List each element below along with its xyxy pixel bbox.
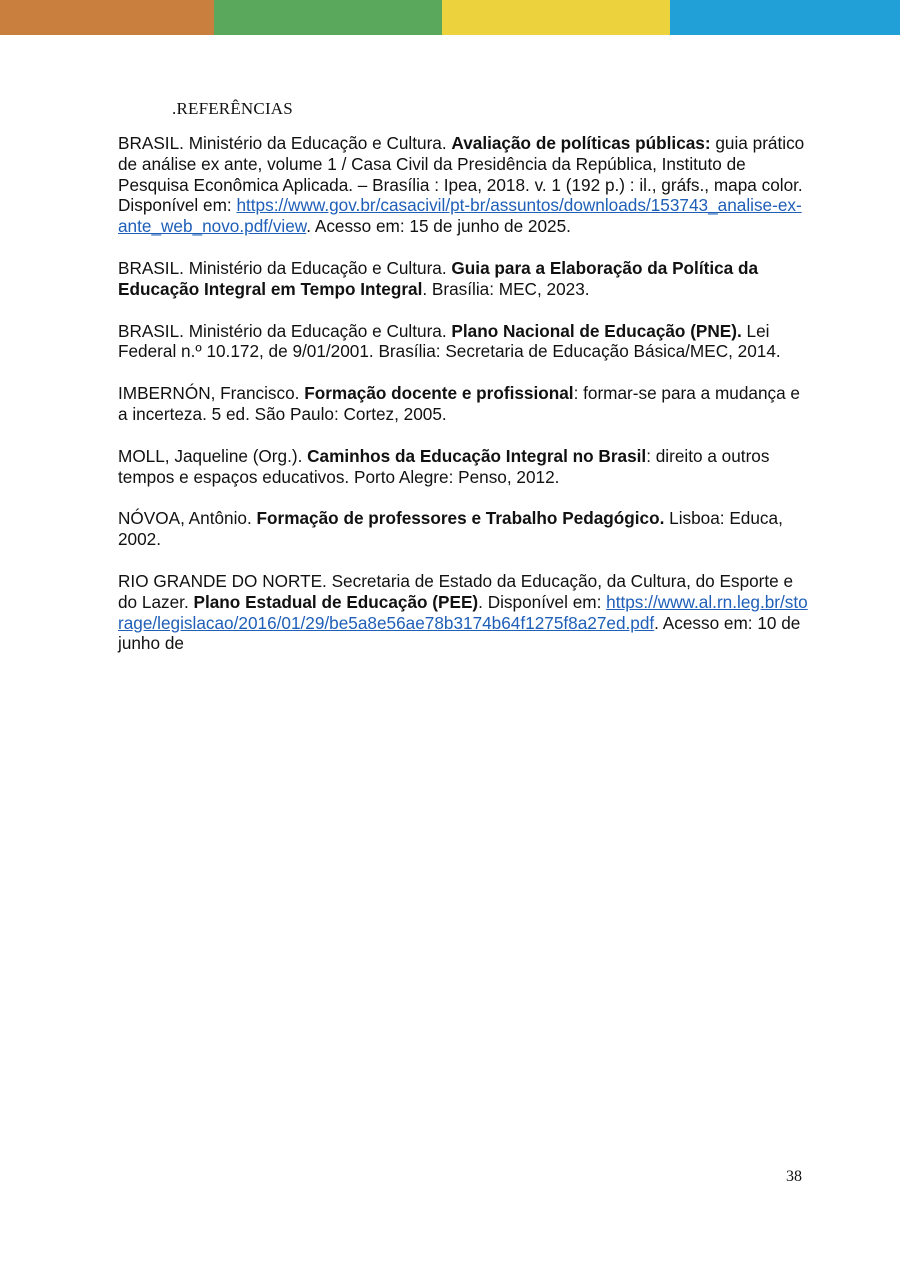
color-bar-blue bbox=[670, 0, 900, 35]
reference-title: Plano Nacional de Educação (PNE). bbox=[451, 320, 742, 341]
reference-item bbox=[118, 508, 808, 550]
reference-title: Avaliação de políticas públicas: bbox=[451, 133, 711, 153]
reference-details: . Disponível em: bbox=[478, 591, 607, 612]
reference-author: BRASIL. Ministério da Educação e Cultura. bbox=[118, 320, 452, 341]
reference-author: MOLL, Jaqueline (Org.). bbox=[118, 445, 308, 466]
reference-author: BRASIL. Ministério da Educação e Cultura. bbox=[118, 257, 452, 278]
reference-access-date: . Acesso em: 10 de junho de bbox=[118, 612, 801, 654]
page-number: 38 bbox=[786, 1168, 802, 1185]
reference-title: Caminhos da Educação Integral no Brasil bbox=[307, 445, 647, 466]
reference-author: NÓVOA, Antônio. bbox=[118, 508, 257, 529]
reference-item bbox=[118, 321, 808, 363]
reference-item bbox=[118, 571, 808, 654]
reference-title: Plano Estadual de Educação (PEE) bbox=[193, 591, 479, 612]
reference-details: Lei Federal n.º 10.172, de 9/01/2001. Brasília: Secretaria de Educação Básica/MEC, 2014. bbox=[118, 320, 781, 362]
reference-title: Formação docente e profissional bbox=[304, 383, 574, 404]
reference-item bbox=[118, 383, 808, 425]
reference-details: : direito a outros tempos e espaços educativos. Porto Alegre: Penso, 2012. bbox=[118, 445, 770, 487]
color-bar-orange bbox=[0, 0, 214, 35]
reference-details: : formar-se para a mudança e a incerteza. 5 ed. São Paulo: Cortez, 2005. bbox=[118, 383, 800, 424]
reference-title: Formação de professores e Trabalho Pedagógico. bbox=[256, 508, 665, 529]
reference-details: Lisboa: Educa, 2002. bbox=[118, 508, 783, 550]
reference-title: Guia para a Elaboração da Política da Educação Integral em Tempo Integral bbox=[118, 257, 759, 299]
section-title: .REFERÊNCIAS bbox=[172, 99, 293, 118]
reference-item bbox=[118, 133, 808, 237]
reference-author: IMBERNÓN, Francisco. bbox=[118, 383, 305, 404]
reference-item bbox=[118, 258, 808, 300]
reference-details: guia prático de análise ex ante, volume 1 / Casa Civil da Presidência da República, Instituto de Pesquisa Econômica Aplicada. – Brasília : Ipea, 2018. v. 1 (192 p.) : il., gráfs., mapa color. Disponível em: bbox=[118, 133, 805, 216]
reference-link[interactable]: https://www.al.rn.leg.br/storage/legislacao/2016/01/29/be5a8e56ae78b3174b64f1275f8a27ed.pdf bbox=[118, 591, 808, 633]
reference-author: RIO GRANDE DO NORTE. Secretaria de Estado da Educação, da Cultura, do Esporte e do Lazer. bbox=[118, 570, 794, 612]
reference-link[interactable]: https://www.gov.br/casacivil/pt-br/assuntos/downloads/153743_analise-ex-ante_web_novo.pdf/view bbox=[118, 195, 802, 237]
color-bar-green bbox=[214, 0, 442, 35]
reference-author: BRASIL. Ministério da Educação e Cultura. bbox=[118, 133, 452, 153]
color-bar-yellow bbox=[442, 0, 670, 35]
reference-list bbox=[118, 133, 808, 675]
header-color-bar bbox=[0, 0, 900, 35]
reference-access-date: . Acesso em: 15 de junho de 2025. bbox=[306, 216, 571, 237]
reference-item bbox=[118, 446, 808, 488]
reference-details: . Brasília: MEC, 2023. bbox=[422, 278, 590, 299]
